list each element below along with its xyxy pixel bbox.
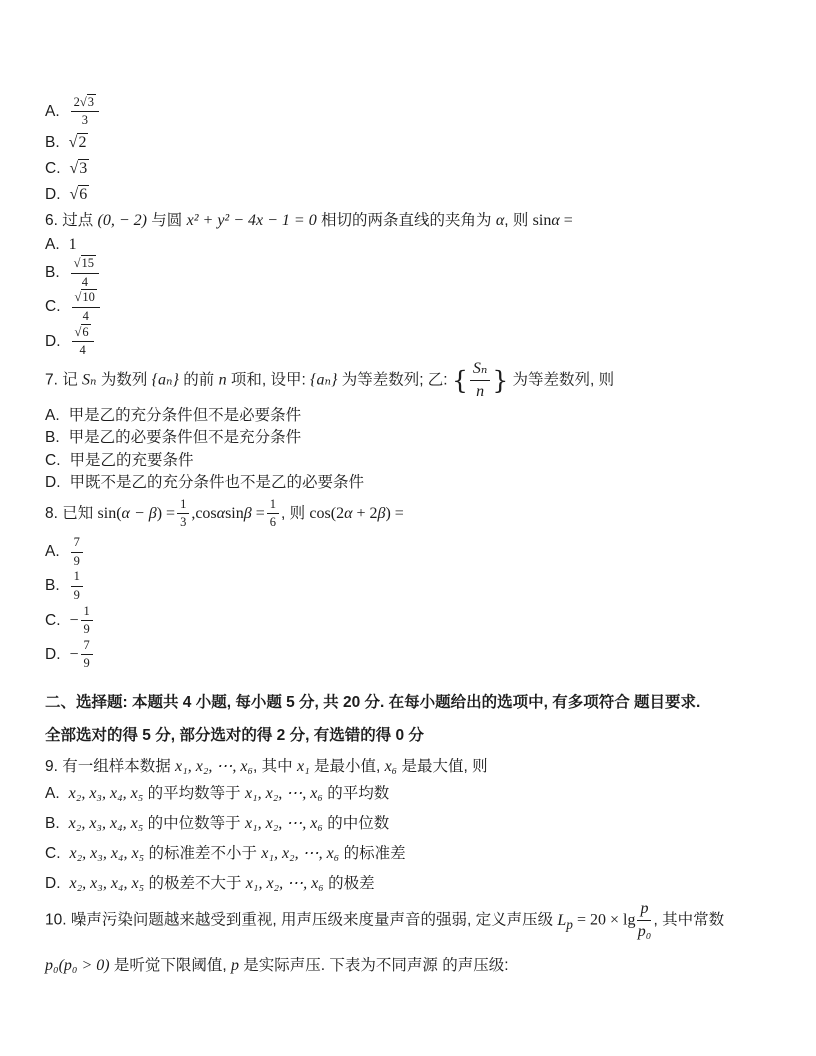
sound-pressure-level: [557, 911, 573, 932]
fraction: [177, 497, 189, 531]
fraction-numerator: 7: [81, 638, 93, 656]
cos-function: cos(2: [309, 504, 345, 522]
question-5-option-a: [45, 94, 776, 130]
fraction-denominator: 6: [269, 515, 276, 530]
stem-text: 6. 过点: [45, 212, 98, 229]
question-6-option-d: [45, 325, 776, 359]
fraction: [637, 899, 651, 942]
option-label: D.: [45, 186, 61, 203]
fraction-denominator: 9: [73, 587, 80, 602]
variable-beta: β: [243, 504, 252, 522]
fraction-numerator: 1: [267, 497, 279, 515]
fraction-denominator: 9: [83, 656, 90, 671]
sqrt-symbol: √: [69, 186, 79, 203]
radicand: 6: [82, 324, 89, 339]
fraction-denominator: 4: [82, 308, 89, 323]
question-9-option-a: [45, 779, 776, 809]
variable-L: L: [557, 911, 567, 929]
variable-alpha: α: [551, 212, 560, 229]
question-8-stem: [45, 497, 776, 531]
fraction-denominator: 3: [180, 515, 187, 530]
stem-text: 8. 已知: [45, 504, 98, 522]
p0-condition: p₀(p₀ > 0): [45, 956, 110, 974]
sqrt-symbol: √: [74, 290, 82, 305]
variable-alpha: α: [216, 504, 226, 522]
option-label: C.: [45, 611, 61, 629]
stem-text: 的前: [178, 371, 219, 389]
fraction-numerator: [71, 95, 99, 113]
section-2-header-line-1: [45, 691, 776, 715]
question-7-option-c: [45, 450, 776, 473]
option-label: B.: [45, 134, 60, 151]
question-9-stem: [45, 754, 776, 779]
subset-sequence: x₂, x₃, x₄, x₅: [69, 845, 145, 862]
option-label: B.: [45, 429, 60, 447]
question-8-option-a: [45, 535, 776, 569]
radicand: 10: [82, 290, 95, 305]
fraction: [267, 497, 279, 531]
option-label: C.: [45, 451, 61, 469]
full-sequence: x₁, x₂, ⋯, x₆: [261, 845, 340, 862]
fraction: [72, 325, 94, 359]
equals-sign: ) =: [156, 504, 176, 522]
fraction-numerator: 7: [71, 535, 83, 553]
option-label: B.: [45, 577, 60, 595]
variable-x6: x₆: [384, 758, 398, 775]
stem-text: 项和, 设甲:: [226, 371, 311, 389]
option-text: 的平均数等于: [143, 785, 245, 802]
option-text: 的极差不大于: [144, 875, 246, 892]
question-5-option-d: [45, 182, 776, 208]
fraction-numerator: 1: [81, 604, 93, 622]
option-label: B.: [45, 264, 60, 282]
stem-text: 为数列: [96, 371, 152, 389]
stem-text: 9. 有一组样本数据: [45, 758, 176, 775]
question-6-option-c: [45, 290, 776, 324]
question-7-option-a: [45, 405, 776, 428]
question-7-stem: [45, 359, 776, 402]
question-10-stem-line-1: [45, 899, 776, 944]
fraction: [71, 535, 83, 569]
question-8-option-b: [45, 569, 776, 603]
option-label: C.: [45, 160, 61, 177]
subset-sequence: x₂, x₃, x₄, x₅: [69, 875, 145, 892]
stem-text: 10. 噪声污染问题越来越受到重视, 用声压级来度量声音的强弱, 定义声压级: [45, 911, 558, 929]
fraction-denominator: 9: [83, 622, 90, 637]
option-label: D.: [45, 474, 61, 492]
point-coords: (0, − 2): [97, 212, 147, 229]
fraction-numerator: 1: [71, 569, 83, 587]
sequence-an: {aₙ}: [310, 371, 338, 389]
equals-sign: =: [559, 212, 573, 229]
coefficient: 2: [73, 94, 80, 109]
left-brace: {: [451, 365, 468, 395]
option-text: 甲既不是乙的充分条件也不是乙的必要条件: [69, 474, 365, 492]
fraction: [72, 290, 100, 324]
fraction-denominator: n: [476, 382, 485, 400]
stem-text: 是实际声压. 下表为不同声源 的声压级:: [239, 956, 509, 974]
question-9-option-c: [45, 839, 776, 869]
option-label: D.: [45, 875, 61, 892]
alpha-minus-beta: α − β: [121, 504, 157, 522]
section-header-text: 全部选对的得 5 分, 部分选对的得 2 分, 有选错的得 0 分: [45, 727, 424, 744]
minus-sign: −: [69, 645, 79, 663]
sqrt-symbol: √: [74, 324, 82, 339]
subset-sequence: x₂, x₃, x₄, x₅: [68, 815, 144, 832]
sqrt-symbol: √: [68, 134, 78, 151]
option-label: C.: [45, 845, 61, 862]
radicand: 2: [78, 134, 87, 151]
sequence-an: {aₙ}: [151, 371, 179, 389]
option-label: D.: [45, 645, 61, 663]
sqrt-expression: [70, 159, 90, 177]
question-6-option-a: [45, 233, 776, 256]
option-label: A.: [45, 236, 60, 253]
stem-text: 为等差数列; 乙:: [337, 371, 452, 389]
question-8-option-c: [45, 604, 776, 638]
question-5-option-b: [45, 130, 776, 156]
variable-n: n: [218, 371, 227, 389]
question-6-option-b: [45, 256, 776, 290]
variable-p: p: [231, 956, 239, 974]
fraction: [81, 604, 93, 638]
fraction-denominator: 4: [79, 343, 86, 358]
stem-text: 7. 记: [45, 371, 83, 389]
sin-function: sin: [225, 504, 244, 522]
subscript-p: p: [566, 916, 573, 932]
radicand: 6: [79, 186, 88, 203]
option-label: A.: [45, 103, 60, 120]
option-value: 1: [68, 236, 77, 253]
radicand: 3: [87, 94, 95, 109]
option-text: 的标准差: [339, 845, 406, 862]
stem-text: 是最大值, 则: [397, 758, 488, 775]
full-sequence: x₁, x₂, ⋯, x₆: [245, 875, 324, 892]
sqrt-symbol: √: [73, 256, 81, 270]
variable-x1: x₁: [296, 758, 310, 775]
fraction: [71, 256, 99, 290]
sqrt-expression: [70, 185, 90, 203]
option-label: A.: [45, 543, 60, 561]
option-text: 的平均数: [322, 785, 390, 802]
radicand: 3: [79, 160, 88, 177]
stem-text: , 其中常数: [653, 911, 725, 929]
full-sequence: x₁, x₂, ⋯, x₆: [244, 785, 323, 802]
fraction-numerator: 1: [177, 497, 189, 515]
option-text: 的中位数等于: [143, 815, 245, 832]
fraction-numerator: p: [637, 899, 651, 921]
question-8-option-d: [45, 638, 776, 672]
sqrt-symbol: √: [79, 94, 87, 109]
question-7-option-d: [45, 472, 776, 495]
fraction: [81, 638, 93, 672]
fraction-numerator: [72, 325, 94, 343]
lg-expression: = 20 × lg: [572, 911, 636, 929]
stem-text: , 则: [280, 504, 310, 522]
fraction-denominator: 4: [81, 274, 88, 289]
stem-text: 是最小值,: [309, 758, 385, 775]
stem-text: 是听觉下限阈值,: [109, 956, 231, 974]
stem-text: 为等差数列, 则: [508, 371, 615, 389]
question-5-option-c: [45, 156, 776, 182]
circle-equation: x² + y² − 4x − 1 = 0: [186, 212, 317, 229]
question-9-option-b: [45, 809, 776, 839]
question-7-option-b: [45, 427, 776, 450]
right-brace: }: [492, 365, 509, 395]
option-text: 的标准差不小于: [144, 845, 262, 862]
cos-function: ,cos: [191, 504, 217, 522]
radicand: 15: [81, 256, 95, 270]
fraction: [71, 569, 83, 603]
section-2-header-line-2: [45, 724, 776, 748]
option-text: 的极差: [323, 875, 375, 892]
fraction-denominator: 9: [73, 553, 80, 568]
fraction: [71, 95, 99, 129]
minus-sign: −: [69, 611, 79, 629]
equals-sign: ) =: [385, 504, 404, 522]
option-label: D.: [45, 332, 61, 350]
question-9-option-d: [45, 869, 776, 899]
option-label: B.: [45, 815, 60, 832]
fraction-numerator: Sₙ: [470, 359, 490, 381]
subset-sequence: x₂, x₃, x₄, x₅: [68, 785, 144, 802]
variable-beta: β: [377, 504, 386, 522]
option-text: 的中位数: [322, 815, 390, 832]
stem-text: 相切的两条直线的夹角为: [316, 212, 496, 229]
sin-function: sin(: [97, 504, 122, 522]
option-text: 甲是乙的必要条件但不是充分条件: [68, 429, 302, 447]
option-text: 甲是乙的充分条件但不是必要条件: [68, 406, 302, 424]
stem-text: , 则: [504, 212, 533, 229]
sequence-sum: Sₙ: [82, 371, 97, 389]
stem-text: 与圆: [147, 212, 187, 229]
variable-alpha: α: [495, 212, 505, 229]
fraction-denominator: p₀: [637, 923, 652, 940]
option-text: 甲是乙的充要条件: [69, 451, 194, 469]
question-10-stem-line-2: [45, 951, 776, 981]
sample-sequence: x₁, x₂, ⋯, x₆: [175, 758, 254, 775]
full-sequence: x₁, x₂, ⋯, x₆: [244, 815, 323, 832]
fraction: [470, 359, 490, 402]
equals-sign: =: [251, 504, 265, 522]
fraction-numerator: [71, 256, 99, 274]
option-label: A.: [45, 785, 60, 802]
stem-text: , 其中: [253, 758, 297, 775]
option-label: A.: [45, 406, 60, 424]
section-header-text: 二、选择题: 本题共 4 小题, 每小题 5 分, 共 20 分. 在每小题给出的选项中, 有多项符合 题目要求.: [45, 694, 701, 711]
sqrt-expression: [69, 133, 89, 151]
fraction-numerator: [72, 290, 100, 308]
question-6-stem: [45, 208, 776, 233]
variable-alpha: α: [344, 504, 353, 522]
sin-function: sin: [532, 212, 552, 229]
option-label: C.: [45, 298, 61, 316]
fraction-denominator: 3: [81, 113, 88, 128]
sqrt-symbol: √: [69, 160, 79, 177]
plus-term: + 2: [352, 504, 378, 522]
